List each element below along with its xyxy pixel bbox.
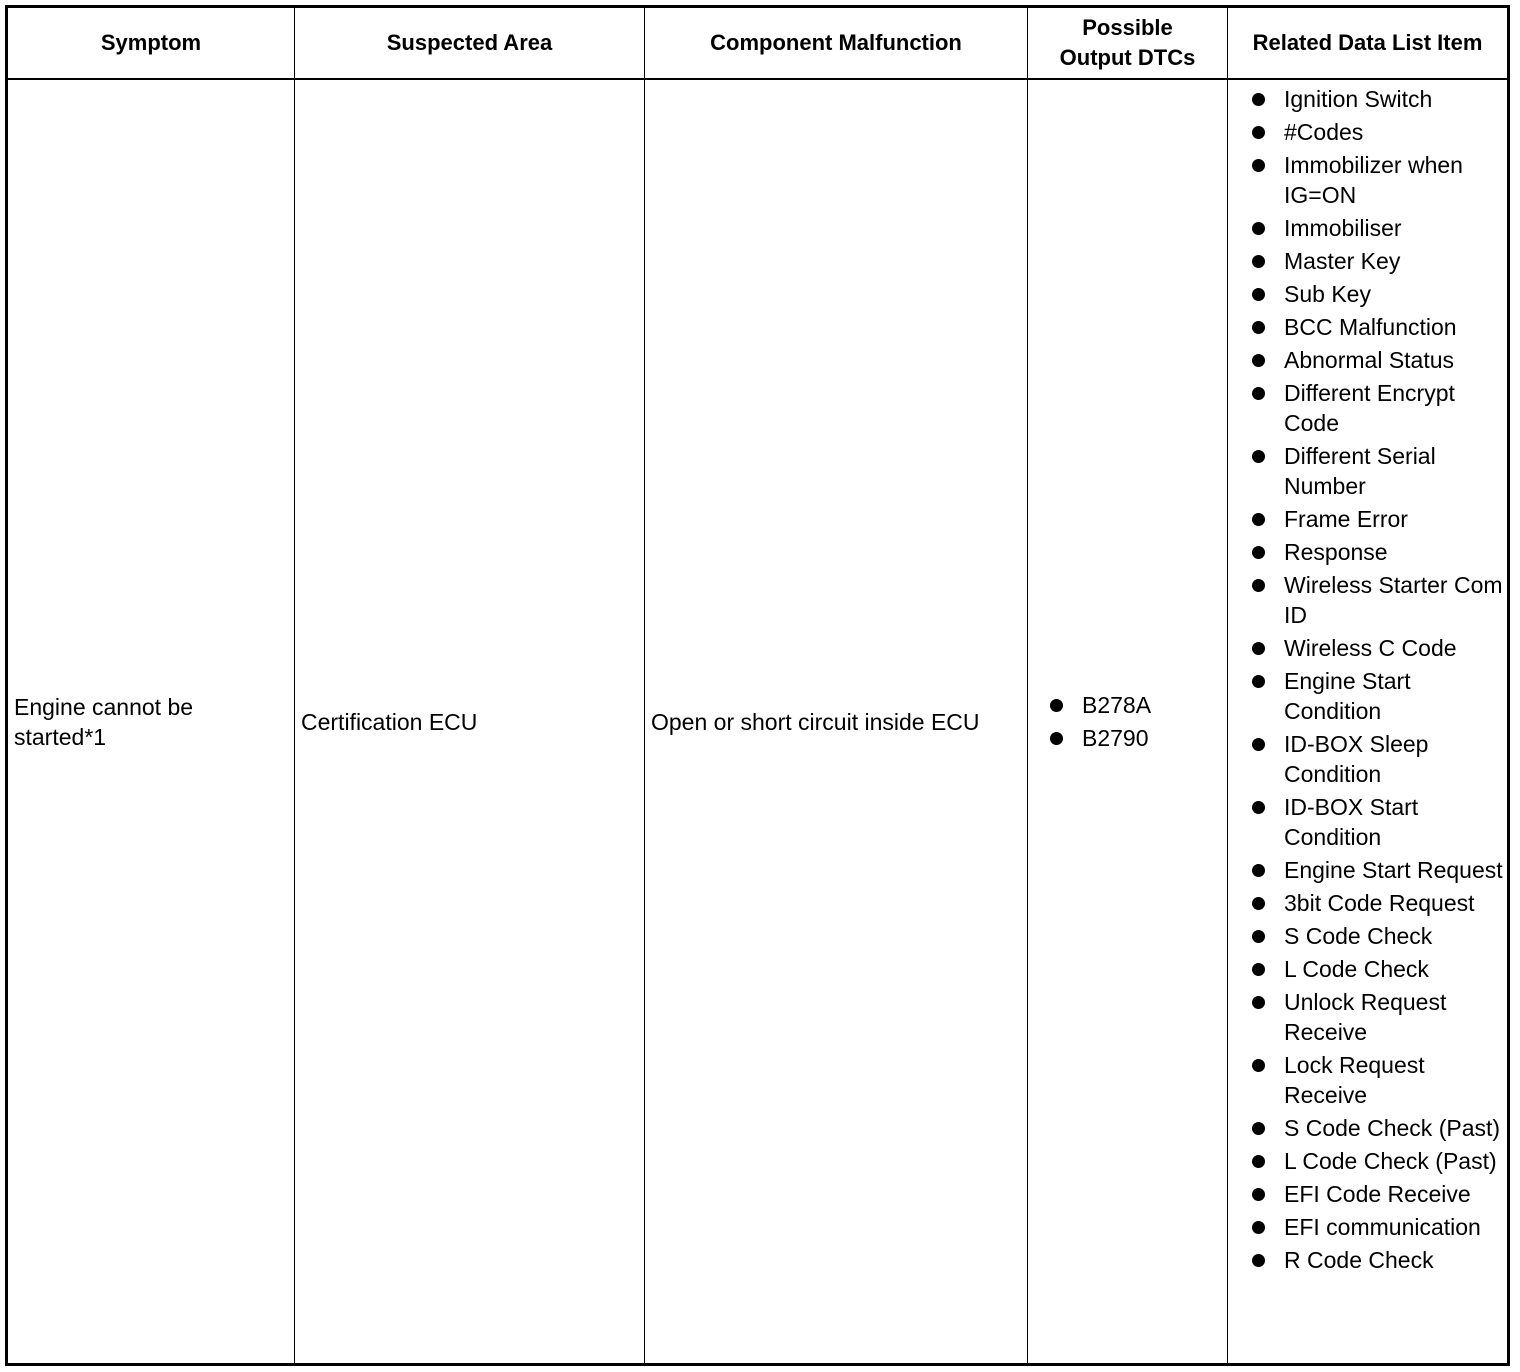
related-data-item	[1250, 345, 1507, 375]
related-data-item	[1250, 792, 1507, 852]
bullet-icon	[1252, 546, 1265, 559]
related-data-item	[1250, 633, 1507, 663]
related-data-item-text: Lock Request Receive	[1284, 1052, 1425, 1108]
related-data-list	[1228, 80, 1507, 1275]
related-data-item-text: Different Encrypt Code	[1284, 380, 1455, 436]
related-data-item	[1250, 1245, 1507, 1275]
related-data-item	[1250, 987, 1507, 1047]
bullet-icon	[1252, 1221, 1265, 1234]
bullet-icon	[1252, 963, 1265, 976]
related-data-item-text: EFI communication	[1284, 1214, 1481, 1240]
suspected-area-text: Certification ECU	[301, 708, 478, 735]
related-data-item-text: EFI Code Receive	[1284, 1181, 1471, 1207]
bullet-icon	[1252, 93, 1265, 106]
bullet-icon	[1252, 738, 1265, 751]
bullet-icon	[1252, 450, 1265, 463]
bullet-icon	[1252, 864, 1265, 877]
header-suspected-area: Suspected Area	[295, 7, 645, 80]
related-data-item-text: BCC Malfunction	[1284, 314, 1457, 340]
header-related-data: Related Data List Item	[1228, 7, 1509, 80]
related-data-item	[1250, 921, 1507, 951]
dtc-item	[1048, 690, 1227, 720]
related-data-item	[1250, 378, 1507, 438]
bullet-icon	[1252, 675, 1265, 688]
bullet-icon	[1252, 1122, 1265, 1135]
related-data-item	[1250, 117, 1507, 147]
dtc-item-text: B2790	[1082, 725, 1149, 751]
related-data-item-text: Wireless C Code	[1284, 635, 1457, 661]
bullet-icon	[1252, 801, 1265, 814]
related-data-item-text: R Code Check	[1284, 1247, 1434, 1273]
related-data-item-text: L Code Check	[1284, 956, 1429, 982]
related-data-item	[1250, 246, 1507, 276]
related-data-item	[1250, 1050, 1507, 1110]
dtc-list	[1028, 690, 1227, 753]
related-data-item-text: Wireless Starter Com ID	[1284, 572, 1503, 628]
dtc-cell	[1028, 79, 1228, 1365]
related-data-item	[1250, 150, 1507, 210]
related-data-item	[1250, 312, 1507, 342]
bullet-icon	[1252, 321, 1265, 334]
header-possible-dtcs	[1028, 7, 1228, 80]
related-data-item	[1250, 1212, 1507, 1242]
bullet-icon	[1252, 513, 1265, 526]
related-data-item	[1250, 888, 1507, 918]
bullet-icon	[1252, 288, 1265, 301]
related-data-item-text: #Codes	[1284, 119, 1364, 145]
header-possible-dtcs-line1: Possible	[1082, 15, 1173, 40]
related-data-item	[1250, 1113, 1507, 1143]
bullet-icon	[1252, 1059, 1265, 1072]
related-data-item	[1250, 441, 1507, 501]
bullet-icon	[1252, 255, 1265, 268]
dtc-item-text: B278A	[1082, 692, 1152, 718]
header-component-malfunction: Component Malfunction	[645, 7, 1028, 80]
header-row	[7, 7, 1509, 80]
component-malfunction-text: Open or short circuit inside ECU	[651, 708, 980, 735]
related-data-item-text: S Code Check (Past)	[1284, 1115, 1501, 1141]
related-data-item-text: Immobiliser	[1284, 215, 1402, 241]
bullet-icon	[1252, 1188, 1265, 1201]
bullet-icon	[1252, 930, 1265, 943]
bullet-icon	[1252, 1254, 1265, 1267]
related-data-cell	[1228, 79, 1509, 1365]
related-data-item	[1250, 729, 1507, 789]
related-data-item-text: Master Key	[1284, 248, 1401, 274]
related-data-item-text: Unlock Request Receive	[1284, 989, 1447, 1045]
bullet-icon	[1252, 996, 1265, 1009]
bullet-icon	[1252, 1155, 1265, 1168]
bullet-icon	[1252, 159, 1265, 172]
related-data-item	[1250, 537, 1507, 567]
related-data-item	[1250, 279, 1507, 309]
header-symptom: Symptom	[7, 7, 295, 80]
bullet-icon	[1252, 897, 1265, 910]
related-data-item-text: Frame Error	[1284, 506, 1408, 532]
related-data-item-text: Sub Key	[1284, 281, 1371, 307]
related-data-item-text: Immobilizer when IG=ON	[1284, 152, 1463, 208]
related-data-item-text: Different Serial Number	[1284, 443, 1436, 499]
related-data-item-text: Response	[1284, 539, 1388, 565]
bullet-icon	[1252, 222, 1265, 235]
related-data-item	[1250, 84, 1507, 114]
bullet-icon	[1050, 732, 1063, 745]
dtc-item	[1048, 723, 1227, 753]
related-data-item-text: 3bit Code Request	[1284, 890, 1475, 916]
related-data-item	[1250, 504, 1507, 534]
diagnostic-table	[5, 5, 1510, 1366]
bullet-icon	[1050, 699, 1063, 712]
related-data-item	[1250, 666, 1507, 726]
symptom-text: Engine cannot be started*1	[14, 693, 194, 750]
related-data-item-text: ID-BOX Sleep Condition	[1284, 731, 1429, 787]
bullet-icon	[1252, 642, 1265, 655]
related-data-item	[1250, 213, 1507, 243]
symptom-cell	[7, 79, 295, 1365]
header-possible-dtcs-line2: Output DTCs	[1059, 45, 1196, 70]
bullet-icon	[1252, 354, 1265, 367]
related-data-item	[1250, 954, 1507, 984]
related-data-item-text: ID-BOX Start Condition	[1284, 794, 1419, 850]
related-data-item	[1250, 855, 1507, 885]
bullet-icon	[1252, 579, 1265, 592]
bullet-icon	[1252, 126, 1265, 139]
related-data-item-text: Abnormal Status	[1284, 347, 1455, 373]
related-data-item-text: S Code Check	[1284, 923, 1433, 949]
table-row	[7, 79, 1509, 1365]
related-data-item	[1250, 570, 1507, 630]
related-data-item-text: Ignition Switch	[1284, 86, 1433, 112]
related-data-item	[1250, 1146, 1507, 1176]
bullet-icon	[1252, 387, 1265, 400]
component-malfunction-cell	[645, 79, 1028, 1365]
related-data-item-text: Engine Start Request	[1284, 857, 1503, 883]
related-data-item	[1250, 1179, 1507, 1209]
related-data-item-text: Engine Start Condition	[1284, 668, 1411, 724]
related-data-item-text: L Code Check (Past)	[1284, 1148, 1497, 1174]
suspected-area-cell	[295, 79, 645, 1365]
